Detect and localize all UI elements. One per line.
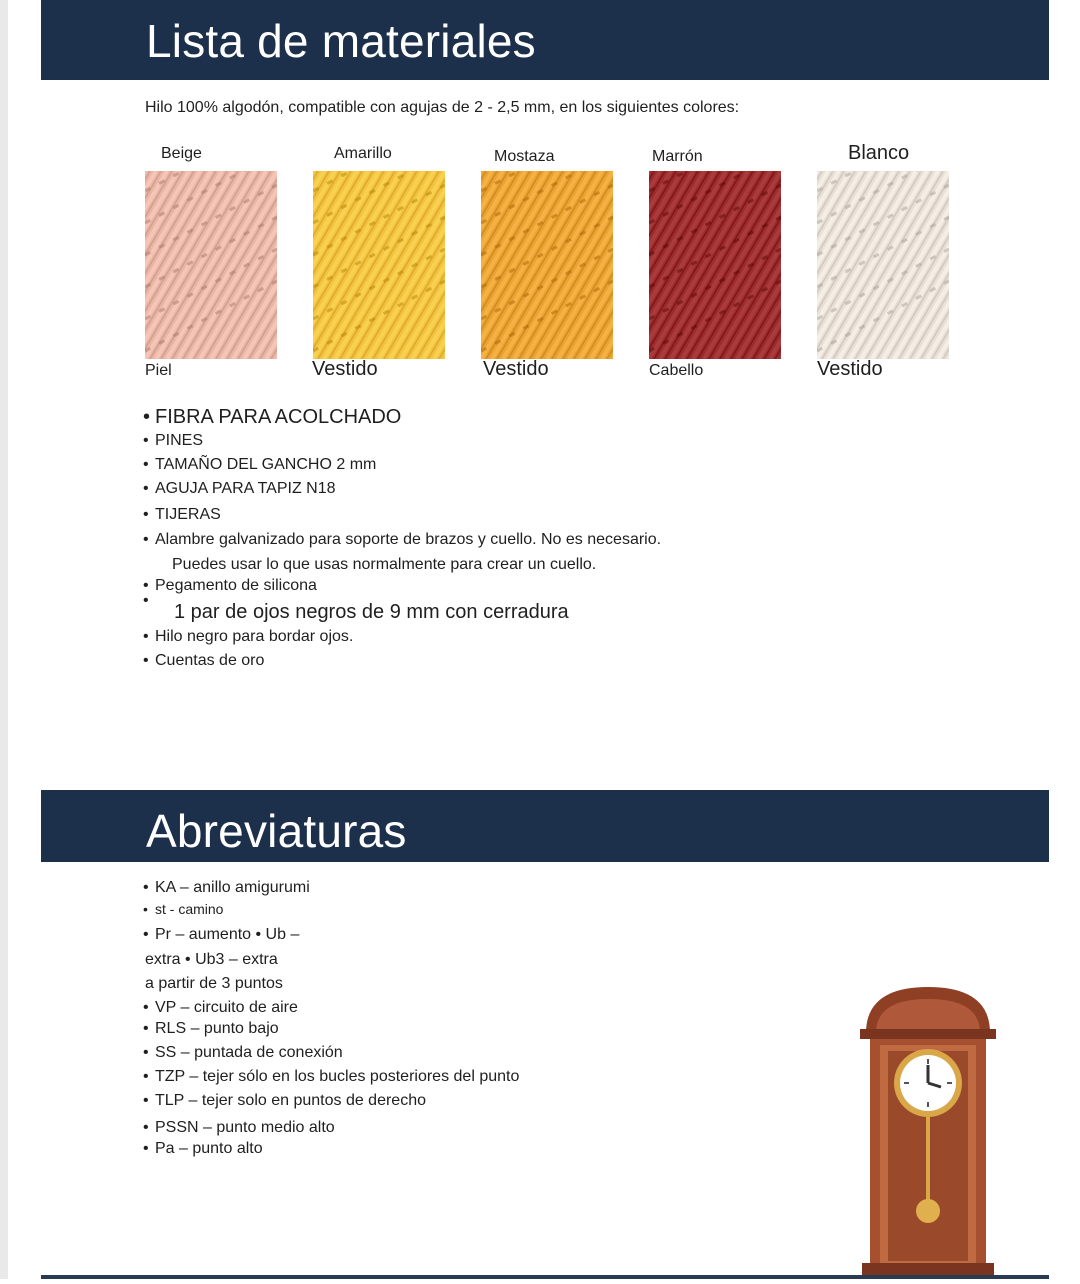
swatch-use-beige: Piel [145,362,172,379]
list-item: • Pegamento de silicona [143,577,317,594]
list-item: 1 par de ojos negros de 9 mm con cerradura [174,601,569,623]
yarn-swatch-beige [145,171,277,359]
yarn-swatch-amarillo [313,171,445,359]
list-item: • PSSN – punto medio alto [143,1119,335,1136]
swatch-use-marron: Cabello [649,362,704,379]
list-item: • AGUJA PARA TAPIZ N18 [143,480,336,497]
list-item-continuation: Puedes usar lo que usas normalmente para crear un cuello. [172,556,597,573]
list-item: • Cuentas de oro [143,652,265,669]
list-item: • KA – anillo amigurumi [143,879,310,896]
materials-header-banner [41,0,1049,80]
list-item-continuation: extra • Ub3 – extra [145,951,278,968]
list-item: • RLS – punto bajo [143,1020,279,1037]
yarn-swatch-marron [649,171,781,359]
list-item: • VP – circuito de aire [143,999,298,1016]
materials-intro: Hilo 100% algodón, compatible con agujas de 2 - 2,5 mm, en los siguientes colores: [145,99,740,116]
list-item: • TLP – tejer solo en puntos de derecho [143,1092,426,1109]
swatch-use-amarillo: Vestido [312,358,378,380]
footer-divider [41,1275,1049,1279]
abbreviations-header-banner [41,790,1049,862]
list-item: • st - camino [143,901,224,917]
swatch-name-blanco: Blanco [848,142,910,164]
list-item: • PINES [143,432,204,449]
list-item: • Pa – punto alto [143,1140,263,1157]
swatch-name-mostaza: Mostaza [494,148,555,165]
list-item: • Pr – aumento • Ub – [143,926,300,943]
list-item: • Alambre galvanizado para soporte de brazos y cuello. No es necesario. [143,531,662,548]
swatch-name-amarillo: Amarillo [334,145,392,162]
list-item: • TZP – tejer sólo en los bucles posteriores del punto [143,1068,520,1085]
list-item: • SS – puntada de conexión [143,1044,343,1061]
swatch-name-beige: Beige [161,145,202,162]
materials-title: Lista de materiales [146,15,536,67]
list-item: • TAMAÑO DEL GANCHO 2 mm [143,456,377,473]
swatch-use-blanco: Vestido [817,358,883,380]
swatch-use-mostaza: Vestido [483,358,549,380]
yarn-swatch-blanco [817,171,949,359]
grandfather-clock-icon [848,985,1008,1284]
list-item-continuation: a partir de 3 puntos [145,975,283,992]
page-margin [0,0,8,1279]
yarn-swatch-mostaza [481,171,613,359]
list-item: • TIJERAS [143,506,221,523]
list-item-bullet: • [143,592,149,609]
swatch-name-marron: Marrón [652,148,703,165]
list-item: • FIBRA PARA ACOLCHADO [143,406,402,428]
abbreviations-title: Abreviaturas [146,805,407,857]
list-item: • Hilo negro para bordar ojos. [143,628,354,645]
